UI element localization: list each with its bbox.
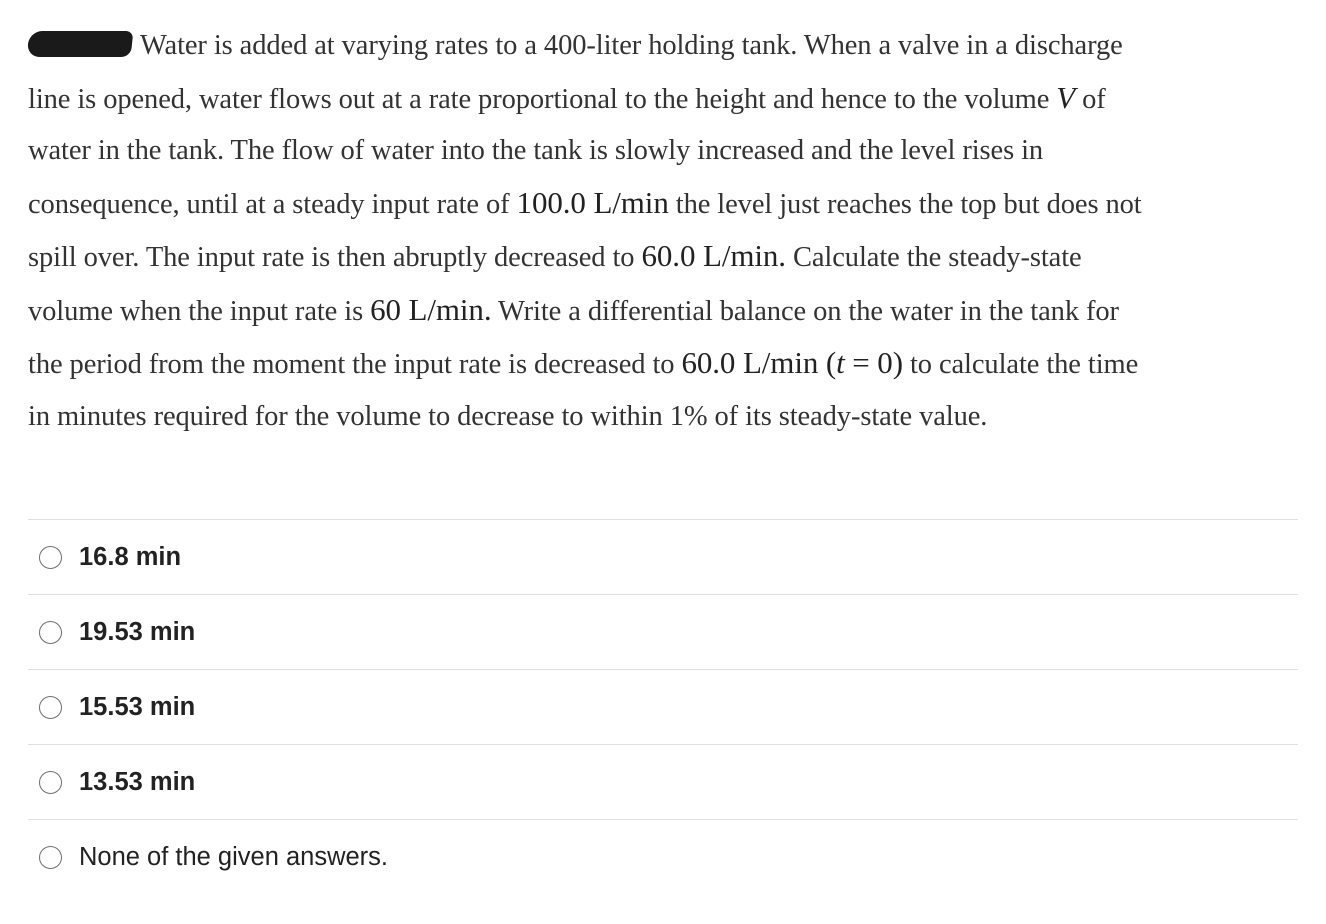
- radio-button-icon[interactable]: [39, 771, 62, 794]
- answer-option-4[interactable]: [28, 744, 1298, 819]
- answer-label: 19.53 min: [79, 617, 196, 646]
- variable-v: V: [1056, 79, 1076, 115]
- radio-button-icon[interactable]: [39, 846, 62, 869]
- radio-button-icon[interactable]: [39, 546, 62, 569]
- answer-label: 16.8 min: [79, 542, 182, 571]
- answer-option-2[interactable]: [28, 594, 1298, 669]
- question-text: [28, 20, 1303, 442]
- question-line-7: the period from the moment the input rate is decreased to 60.0 L/min (t = 0) to calculate the time: [28, 345, 1139, 380]
- answer-list: [28, 519, 1298, 894]
- answer-label: 15.53 min: [79, 692, 196, 721]
- answer-option-3[interactable]: [28, 669, 1298, 744]
- radio-button-icon[interactable]: [39, 696, 62, 719]
- rate-60-t0: 60.0 L/min (t = 0): [681, 345, 903, 380]
- question-line-2: line is opened, water flows out at a rate proportional to the height and hence to the volume V of: [28, 79, 1106, 115]
- question-line-3: water in the tank. The flow of water into the tank is slowly increased and the level rises in: [28, 135, 1044, 166]
- radio-button-icon[interactable]: [39, 621, 62, 644]
- answer-label: None of the given answers.: [79, 842, 389, 871]
- answer-label: 13.53 min: [79, 767, 196, 796]
- question-line-5: spill over. The input rate is then abruptly decreased to 60.0 L/min. Calculate the steady-state: [28, 238, 1082, 273]
- rate-100: 100.0 L/min: [516, 184, 669, 220]
- question-line-6: volume when the input rate is 60 L/min. Write a differential balance on the water in the tank for: [28, 291, 1119, 327]
- variable-t: t: [836, 345, 845, 380]
- rate-60-decimal: 60.0 L/min.: [641, 238, 786, 273]
- redacted-label: [27, 31, 134, 57]
- answer-option-1[interactable]: [28, 519, 1298, 594]
- question-line-1: Water is added at varying rates to a 400-liter holding tank. When a valve in a discharge: [28, 20, 1303, 72]
- question-line-4: consequence, until at a steady input rate of 100.0 L/min the level just reaches the top but does not: [28, 184, 1142, 220]
- answer-option-5[interactable]: [28, 819, 1298, 894]
- rate-60: 60 L/min.: [370, 291, 492, 327]
- question-line-8: in minutes required for the volume to decrease to within 1% of its steady-state value.: [28, 400, 988, 432]
